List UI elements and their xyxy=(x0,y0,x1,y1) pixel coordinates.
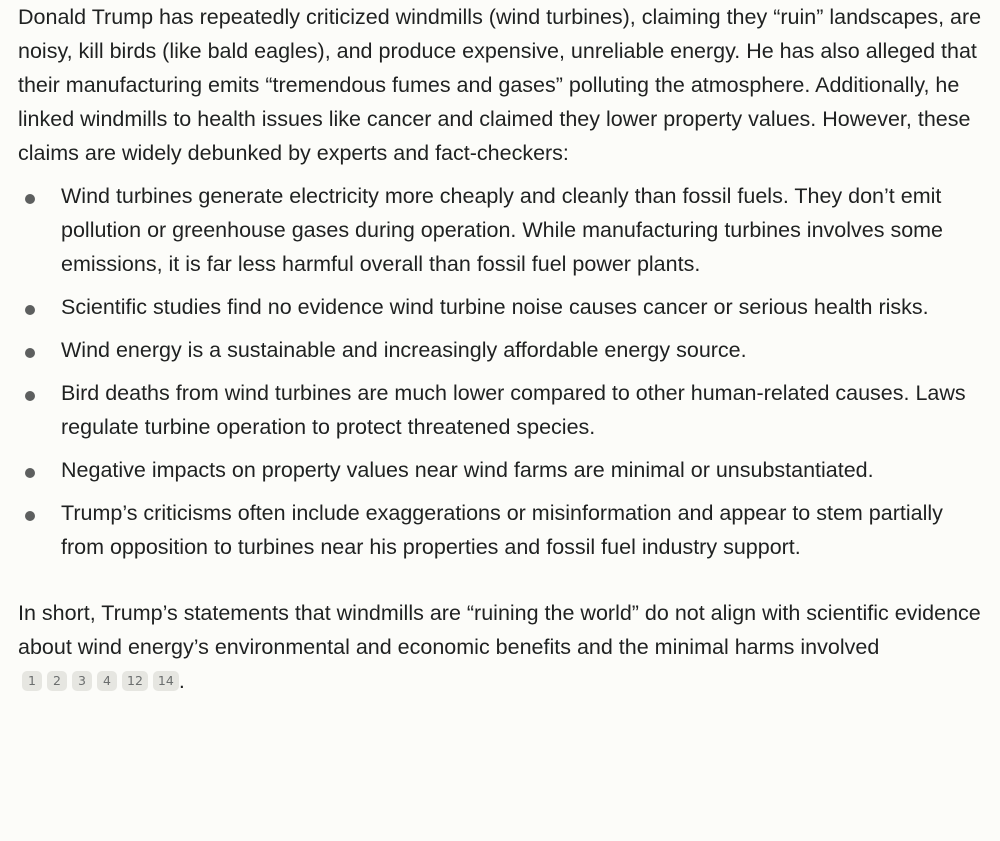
list-item-text: Wind turbines generate electricity more cheaply and cleanly than fossil fuels. They don’t emit pollution or greenhouse gases during operation. While manufacturing turbines involves some emissions, it is far less harmful overall than fossil fuel power plants. xyxy=(61,184,944,276)
citation-group xyxy=(22,671,179,691)
citation-badge-2[interactable]: 2 xyxy=(47,671,67,691)
list-item-text: Wind energy is a sustainable and increasingly affordable energy source. xyxy=(61,338,747,362)
debunk-list xyxy=(18,179,982,564)
citation-badge-14[interactable]: 14 xyxy=(153,671,179,691)
list-item-text: Trump’s criticisms often include exaggerations or misinformation and appear to stem partially from opposition to turbines near his properties and fossil fuel industry support. xyxy=(61,501,943,559)
list-item xyxy=(18,453,982,487)
list-item-text: Negative impacts on property values near wind farms are minimal or unsubstantiated. xyxy=(61,458,874,482)
list-item-text: Bird deaths from wind turbines are much lower compared to other human-related causes. Laws regulate turbine operation to protect threatened species. xyxy=(61,381,966,439)
bullet-dot-icon xyxy=(25,511,35,521)
summary-paragraph xyxy=(18,596,982,698)
citation-badge-1[interactable]: 1 xyxy=(22,671,42,691)
bullet-dot-icon xyxy=(25,468,35,478)
bullet-dot-icon xyxy=(25,348,35,358)
citation-badge-12[interactable]: 12 xyxy=(122,671,148,691)
summary-period: . xyxy=(178,669,185,693)
list-item xyxy=(18,290,982,324)
citation-badge-3[interactable]: 3 xyxy=(72,671,92,691)
list-item xyxy=(18,376,982,444)
bullet-dot-icon xyxy=(25,391,35,401)
bullet-dot-icon xyxy=(25,305,35,315)
intro-paragraph: Donald Trump has repeatedly criticized windmills (wind turbines), claiming they “ruin” landscapes, are noisy, kill birds (like bald eagles), and produce expensive, unreliable energy. He has also alleged that their manufacturing emits “tremendous fumes and gases” polluting the atmosphere. Additionally, he linked windmills to health issues like cancer and claimed they lower property values. However, these claims are widely debunked by experts and fact-checkers: xyxy=(18,5,982,165)
list-item xyxy=(18,179,982,281)
list-item xyxy=(18,496,982,564)
list-item-text: Scientific studies find no evidence wind turbine noise causes cancer or serious health risks. xyxy=(61,295,929,319)
bullet-dot-icon xyxy=(25,194,35,204)
list-item xyxy=(18,333,982,367)
citation-badge-4[interactable]: 4 xyxy=(97,671,117,691)
summary-text: In short, Trump’s statements that windmills are “ruining the world” do not align with scientific evidence about wind energy’s environmental and economic benefits and the minimal harms involved xyxy=(18,601,981,659)
